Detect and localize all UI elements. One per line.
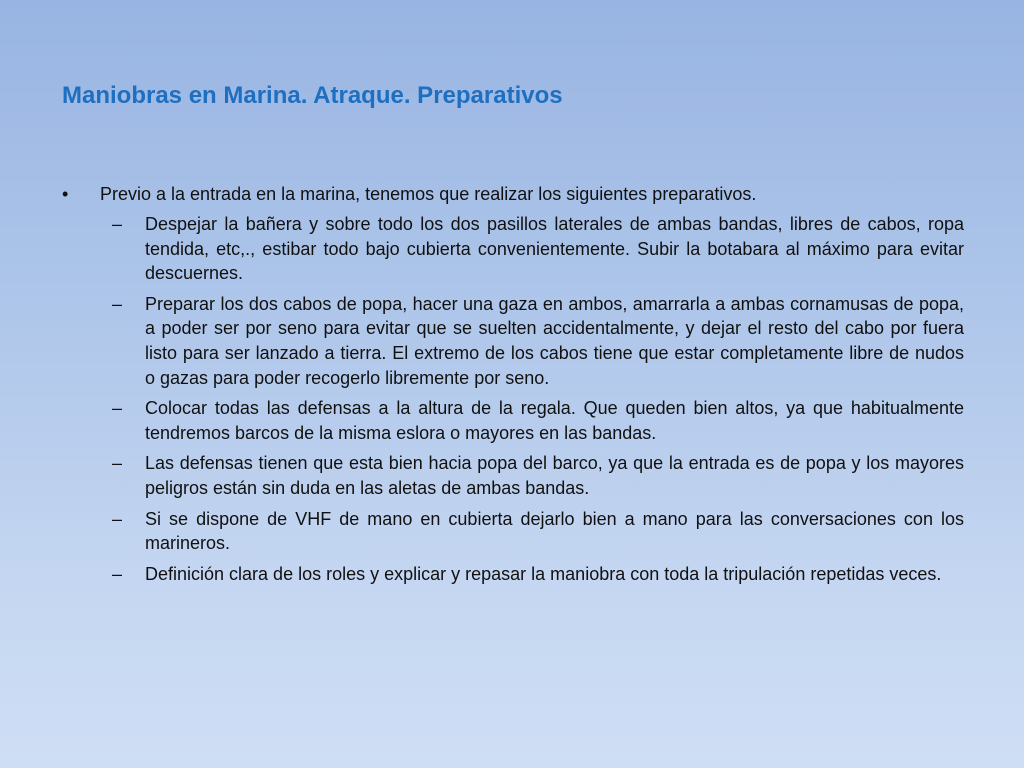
sub-item-text: Las defensas tienen que esta bien hacia popa del barco, ya que la entrada es de popa y los mayores peligros están sin duda en las aletas de ambas bandas. xyxy=(145,453,964,498)
sub-item xyxy=(62,451,964,500)
dash-icon: – xyxy=(112,398,123,419)
dash-icon: – xyxy=(112,563,123,584)
sub-item xyxy=(62,507,964,556)
sub-item-list xyxy=(62,212,964,586)
dash-icon: – xyxy=(112,214,123,234)
sub-item xyxy=(62,292,964,390)
dash-icon: – xyxy=(112,508,123,529)
bullet-icon: • xyxy=(62,184,69,204)
sub-item-text: Si se dispone de VHF de mano en cubierta dejarlo bien a mano para las conversaciones con los marineros. xyxy=(145,508,964,554)
bullet-text: Previo a la entrada en la marina, tenemos que realizar los siguientes preparativos. xyxy=(100,184,757,204)
sub-item xyxy=(62,212,964,286)
slide-content xyxy=(62,182,964,592)
dash-icon: – xyxy=(112,293,123,314)
dash-icon: – xyxy=(112,453,123,474)
slide-title: Maniobras en Marina. Atraque. Preparativos xyxy=(62,82,563,109)
sub-item-text: Despejar la bañera y sobre todo los dos pasillos laterales de ambas bandas, libres de cabos, ropa tendida, etc,., estibar todo bajo cubierta convenientemente. Subir la botabara al máximo para evitar descuernes. xyxy=(145,214,964,284)
sub-item-text: Preparar los dos cabos de popa, hacer una gaza en ambos, amarrarla a ambas cornamusas de popa, a poder ser por seno para evitar que se suelten accidentalmente, y dejar el resto del cabo por fuera listo para ser lanzado a tierra. El extremo de los cabos tiene que estar completamente libre de nudos o gazas para poder recogerlo libremente por seno. xyxy=(145,293,964,388)
sub-item xyxy=(62,396,964,445)
bullet-item xyxy=(62,182,964,206)
bullet-text-block xyxy=(100,182,964,206)
sub-item-text: Colocar todas las defensas a la altura de la regala. Que queden bien altos, ya que habitualmente tendremos barcos de la misma eslora o mayores en las bandas. xyxy=(145,398,964,443)
sub-item-text: Definición clara de los roles y explicar y repasar la maniobra con toda la tripulación repetidas veces. xyxy=(145,563,942,584)
sub-item xyxy=(62,562,964,587)
